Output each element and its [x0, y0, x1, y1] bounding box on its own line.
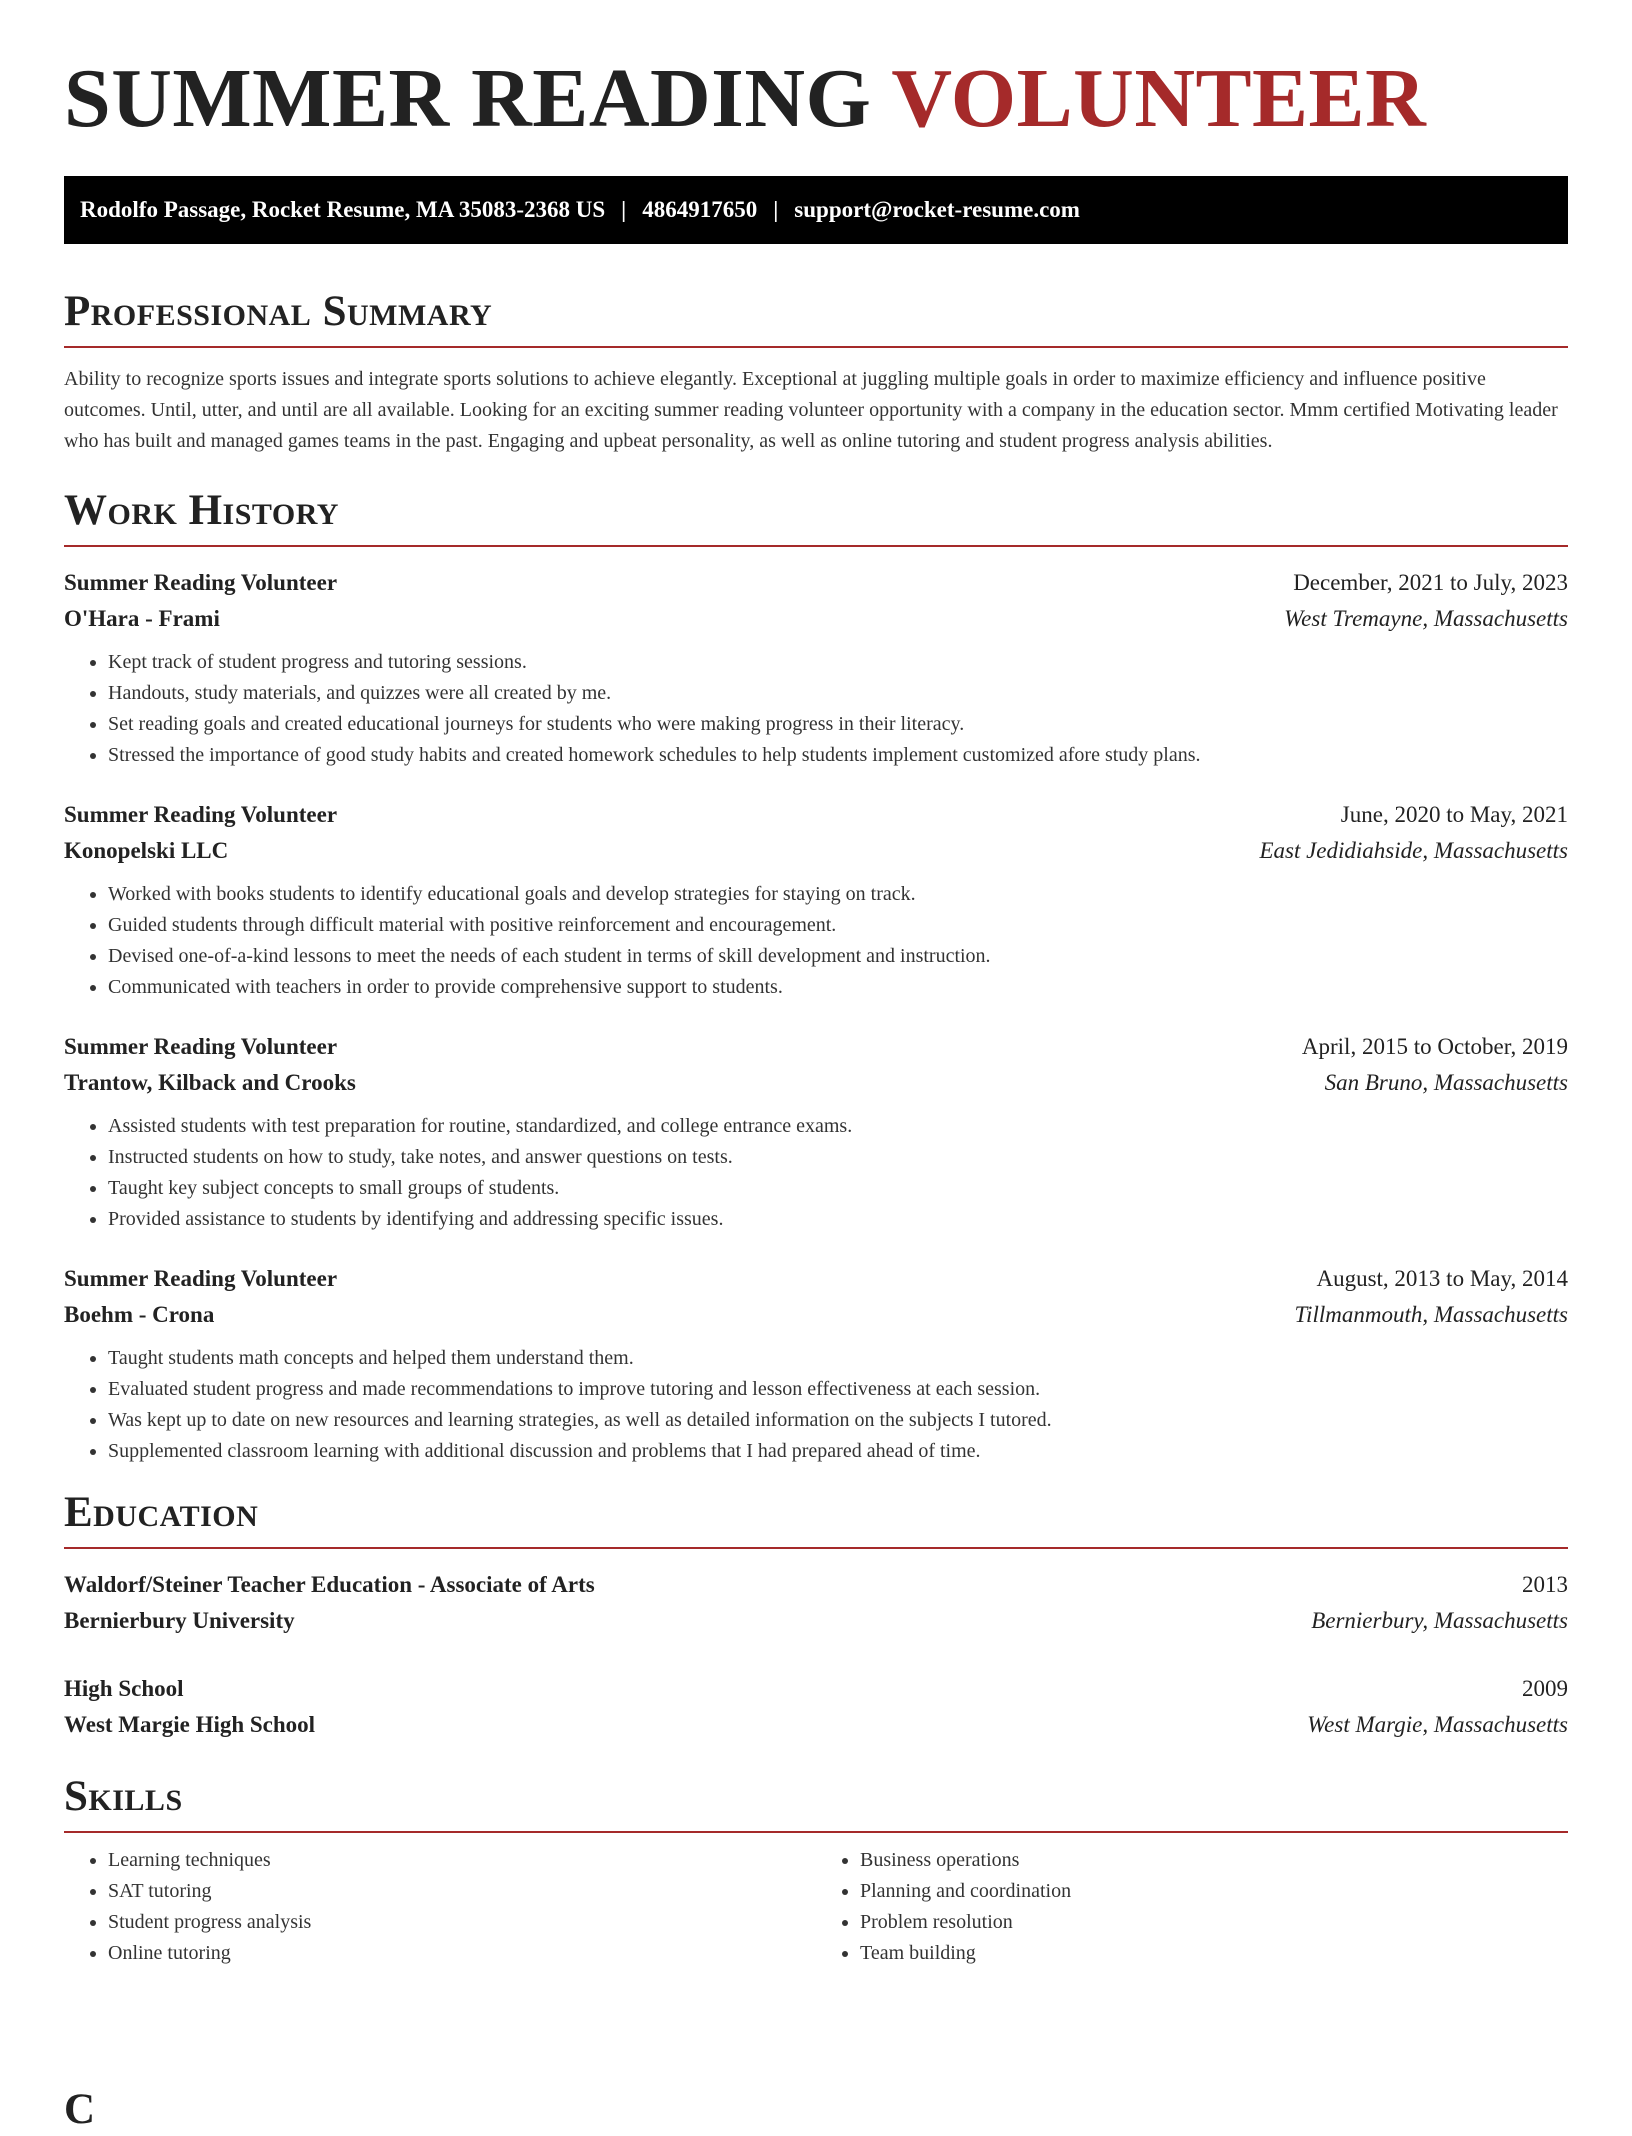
contact-phone: 4864917650 — [642, 197, 758, 222]
job-entry — [64, 1261, 1568, 1467]
edu-location: West Margie, Massachusetts — [1307, 1712, 1568, 1737]
job-bullet: • Was kept up to date on new resources and learning strategies, as well as detailed information on the subjects I tutored. — [108, 1405, 1568, 1436]
job-location: East Jedidiahside, Massachusetts — [1259, 838, 1568, 863]
skill-item: • Team building — [860, 1938, 1568, 1969]
edu-school: Bernierbury University — [64, 1608, 295, 1633]
resume-title — [64, 0, 1568, 145]
job-company: Konopelski LLC — [64, 838, 229, 863]
job-company: Boehm - Crona — [64, 1302, 215, 1327]
education-entry — [64, 1671, 1568, 1743]
job-entry — [64, 565, 1568, 771]
skill-item: • SAT tutoring — [108, 1876, 816, 1907]
job-bullet: • Devised one-of-a-kind lessons to meet the needs of each student in terms of skill development and instruction. — [108, 941, 1568, 972]
job-title: Summer Reading Volunteer — [64, 802, 338, 827]
job-bullet: • Handouts, study materials, and quizzes were all created by me. — [108, 678, 1568, 709]
job-location: San Bruno, Massachusetts — [1324, 1070, 1568, 1095]
job-bullet: • Taught students math concepts and helped them understand them. — [108, 1343, 1568, 1374]
job-bullet: • Supplemented classroom learning with additional discussion and problems that I had prepared ahead of time. — [108, 1436, 1568, 1467]
job-entry — [64, 1029, 1568, 1235]
skills-list — [64, 1845, 1568, 1969]
summary-text: Ability to recognize sports issues and integrate sports solutions to achieve elegantly. Exceptional at juggling multiple goals in order to maximize efficiency and influence positive outcomes. Until, utter, and until are all available. Looking for an exciting summer reading volunteer opportunity with a company in the education sector. Mmm certified Motivating leader who has built and managed games teams in the past. Engaging and upbeat personality, as well as online tutoring and student progress analysis abilities. — [64, 368, 1558, 452]
education-entry — [64, 1567, 1568, 1639]
edu-year: 2009 — [1522, 1676, 1568, 1701]
job-dates: June, 2020 to May, 2021 — [1340, 802, 1568, 827]
contact-bar — [64, 176, 1568, 244]
job-dates: August, 2013 to May, 2014 — [1316, 1266, 1568, 1291]
job-bullets — [64, 1111, 1568, 1235]
edu-school: West Margie High School — [64, 1712, 316, 1737]
job-entry — [64, 797, 1568, 1003]
edu-year: 2013 — [1522, 1572, 1568, 1597]
job-bullet: • Instructed students on how to study, take notes, and answer questions on tests. — [108, 1142, 1568, 1173]
job-company: O'Hara - Frami — [64, 606, 220, 631]
job-bullets — [64, 1343, 1568, 1467]
job-title: Summer Reading Volunteer — [64, 1266, 338, 1291]
contact-separator: | — [621, 197, 627, 222]
education-heading: Education — [64, 1487, 1568, 1549]
job-company: Trantow, Kilback and Crooks — [64, 1070, 356, 1095]
title-accent: VOLUNTEER — [891, 52, 1427, 145]
skills-heading: Skills — [64, 1771, 1568, 1833]
job-title: Summer Reading Volunteer — [64, 1034, 338, 1059]
job-bullet: • Taught key subject concepts to small groups of students. — [108, 1173, 1568, 1204]
job-bullet: • Provided assistance to students by identifying and addressing specific issues. — [108, 1204, 1568, 1235]
job-bullet: • Kept track of student progress and tutoring sessions. — [108, 647, 1568, 678]
job-location: West Tremayne, Massachusetts — [1284, 606, 1568, 631]
edu-location: Bernierbury, Massachusetts — [1311, 1608, 1568, 1633]
skill-item: • Student progress analysis — [108, 1907, 816, 1938]
job-bullets — [64, 647, 1568, 771]
title-main: SUMMER READING — [64, 52, 872, 145]
edu-degree: High School — [64, 1676, 184, 1701]
job-bullet: • Worked with books students to identify educational goals and develop strategies for staying on track. — [108, 879, 1568, 910]
job-bullet: • Stressed the importance of good study habits and created homework schedules to help students implement customized afore study plans. — [108, 740, 1568, 771]
job-bullet: • Guided students through difficult material with positive reinforcement and encouragement. — [108, 910, 1568, 941]
edu-degree: Waldorf/Steiner Teacher Education - Associate of Arts — [64, 1572, 595, 1597]
summary-heading: Professional Summary — [64, 286, 1568, 348]
job-location: Tillmanmouth, Massachusetts — [1294, 1302, 1568, 1327]
job-bullet: • Evaluated student progress and made recommendations to improve tutoring and lesson effectiveness at each session. — [108, 1374, 1568, 1405]
work-history-heading: Work History — [64, 485, 1568, 547]
job-bullet: • Assisted students with test preparation for routine, standardized, and college entrance exams. — [108, 1111, 1568, 1142]
next-section-heading-partial: C — [64, 2086, 96, 2133]
skill-item: • Online tutoring — [108, 1938, 816, 1969]
skill-item: • Business operations — [860, 1845, 1568, 1876]
contact-separator: | — [773, 197, 779, 222]
skill-item: • Problem resolution — [860, 1907, 1568, 1938]
skills-column-right — [816, 1845, 1568, 1969]
job-title: Summer Reading Volunteer — [64, 570, 338, 595]
contact-email: support@rocket-resume.com — [794, 197, 1080, 222]
skills-column-left — [64, 1845, 816, 1969]
job-dates: December, 2021 to July, 2023 — [1293, 570, 1568, 595]
contact-address: Rodolfo Passage, Rocket Resume, MA 35083-2368 US — [80, 197, 606, 222]
job-bullet: • Communicated with teachers in order to provide comprehensive support to students. — [108, 972, 1568, 1003]
job-bullet: • Set reading goals and created educational journeys for students who were making progress in their literacy. — [108, 709, 1568, 740]
skill-item: • Learning techniques — [108, 1845, 816, 1876]
job-dates: April, 2015 to October, 2019 — [1301, 1034, 1568, 1059]
job-bullets — [64, 879, 1568, 1003]
skill-item: • Planning and coordination — [860, 1876, 1568, 1907]
